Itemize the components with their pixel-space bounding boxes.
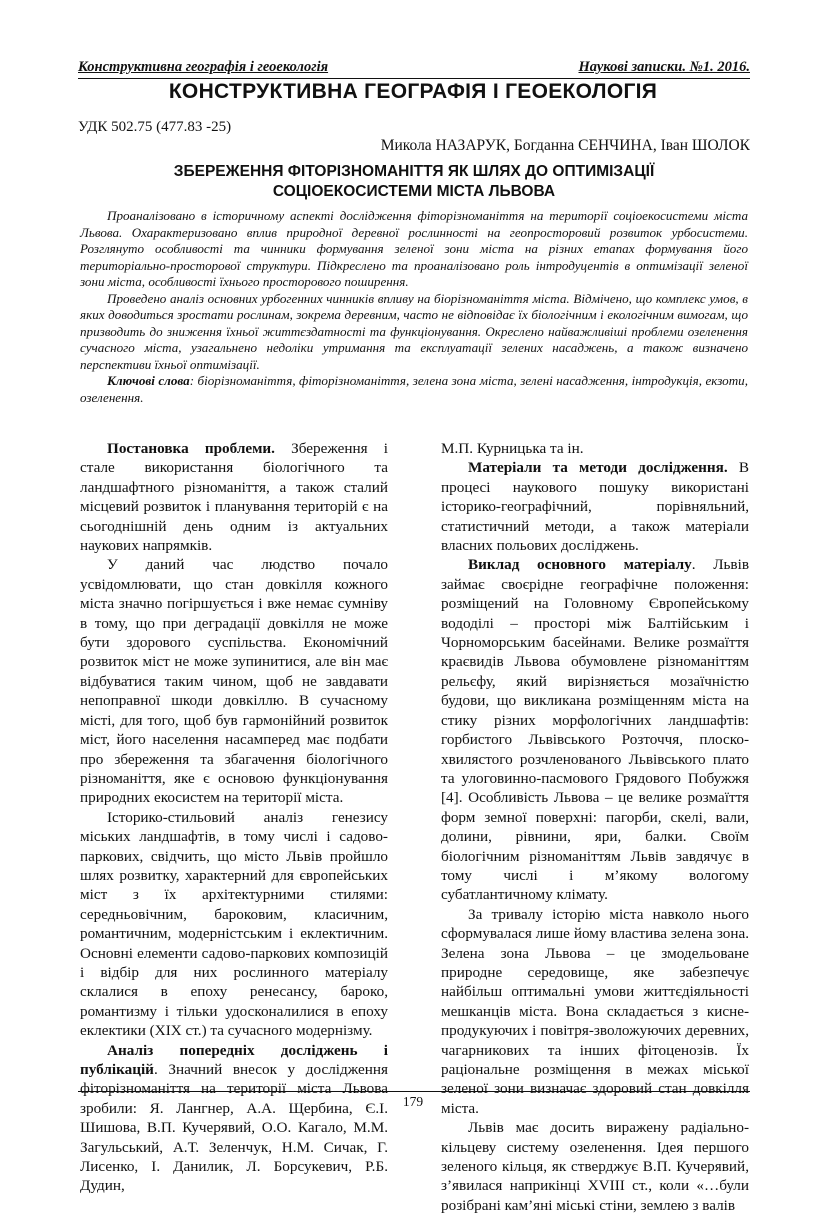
page-number: 179: [402, 1094, 424, 1109]
udc-code: УДК 502.75 (477.83 -25): [78, 119, 232, 135]
keywords-label: Ключові слова: [107, 373, 190, 388]
paragraph-body: Львів має досить виражену радіально-кільцеву систему озеленення. Ідея першого зеленого кільця, як стверджує В.П. Кучерявий, з’явилася наприкінці XVIII ст., коли «…були розібрані кам’яні міські стіни, землею з валів: [441, 1119, 749, 1214]
footer-divider: [78, 1091, 750, 1092]
paragraph-text: . Значний внесок у дослідження фіторізноманіття на території міста Львова зробили: Я. Лангнер, А.А. Щербина, Є.І. Шишова, В.П. Кучерявий, О.О. Кагало, М.М. Загульський, А.Т. Зеленчук, Н.М. Сичак, Г. Лисенко, І. Данилик, Л. Борсукевич, Р.Б. Дудин,: [80, 1061, 388, 1195]
keywords-text: : біорізноманіття, фіторізноманіття, зелена зона міста, зелені насадження, інтродукція, екзоти, озеленення.: [80, 373, 748, 405]
paragraph-body: За тривалу історію міста навколо нього сформувалася лише йому властива зелена зона. Зелена зона Львова – це змодельоване природне середовище, яке забезпечує найбільш оптимальні умови життєдіяльності мешканців міста. Вона складається з кисне-продукуючих і повітря-зволожуючих деревних, чагарникових та інших фітоценозів. Їх раціональне розміщення в межах міської зеленої зони визначає здоровий стан довкілля міста.: [441, 905, 749, 1117]
paragraph-methods: [441, 458, 749, 555]
heading-literature-review: Аналіз попередніх досліджень і публікацій: [80, 1041, 388, 1078]
paragraph-text: В процесі наукового пошуку використані історико-географічний, порівняльний, статистичний методи, а також матеріали власних польових досліджень.: [441, 459, 749, 555]
paragraph-main-material: [441, 555, 749, 904]
paragraph-text: . Львів займає своєрідне географічне положення: розміщений на Головному Європейському вододілі – просторі між Балтійським і Чорноморським басейнами. Велике розмаїття краєвидів Львова обумовлене різноманіттям рельєфу, який вирізняється мозаїчністю будови, що викликана розміщенням міста на стику різних морфологічних ландшафтів: горбистого Львівського Розточчя, плоско-хвилястого розчленованого Львівського плато та улоговинно-пасмового Грядового Побужжя [4]. Особливість Львова – це велике розмаїття форм земної поверхні: пагорби, скелі, вали, долини, рівнини, яри, балки. Своїм біологічним різноманіттям Львів завдячує в тому числі і м’якому вологому субатлантичному клімату.: [441, 556, 749, 904]
paragraph-body: Історико-стильовий аналіз генезису міських ландшафтів, в тому числі і садово-паркових, свідчить, що місто Львів пройшло шлях розвитку, характерний для європейських міст з їх архітектурними стилями: середньовічним, бароковим, класичним, романтичним, модерністським і еклектичним. Основні елементи садово-паркових композицій і відбір для них рослинного матеріалу склалися в епоху ренесансу, бароко, романтизму і тільки удосконалилися в епоху еклектики (XIX ст.) та сучасного модернізму.: [80, 808, 388, 1040]
abstract: [80, 208, 748, 406]
paragraph-literature-review: [80, 1041, 388, 1196]
section-title: КОНСТРУКТИВНА ГЕОГРАФІЯ І ГЕОЕКОЛОГІЯ: [168, 80, 658, 103]
header-divider: [78, 78, 750, 79]
paragraph-text: Збереження і стале використання біологічного та ландшафтного різноманіття, а також сталий місцевий розвиток і планування територій є на сьогоднішній день одним із актуальних наукових напрямків.: [80, 440, 388, 555]
paragraph-problem-statement: [80, 439, 388, 555]
keywords: [80, 373, 748, 406]
paragraph-continuation: М.П. Курницька та ін.: [441, 440, 584, 457]
paper-title-line-2: СОЦІОЕКОСИСТЕМИ МІСТА ЛЬВОВА: [272, 183, 556, 200]
authors: Микола НАЗАРУК, Богданна СЕНЧИНА, Іван ШОЛОК: [380, 137, 750, 154]
paragraph-body: У даний час людство почало усвідомлювати, що стан довкілля кожного міста значно погіршується і вже немає сумніву в тому, що при деградації довкілля не може бути здорового суспільства. Економічний розвиток міст не може зупинитися, але він має відбуватися таким чином, щоб не завдавати непоправної шкоди довкіллю. В сучасному місті, для того, щоб був гармонійний розвиток міст, його населення насамперед має подбати про збереження та збагачення біологічного різноманіття, яке є основою функціонування природних екосистем на території міста.: [80, 556, 388, 807]
heading-main-material: Виклад основного матеріалу: [468, 556, 692, 574]
running-header-issue: Наукові записки. №1. 2016.: [578, 59, 750, 75]
paper-title: [78, 162, 750, 202]
abstract-paragraph-1: Проаналізовано в історичному аспекті дослідження фіторізноманіття на території соціоекосистеми міста Львова. Охарактеризовано вплив природної деревної рослинності на геопросторовий розвиток урбосистеми. Розглянуто особливості та чинники формування зеленої зони міста на різних етапах формування його територіально-просторової структури. Підкреслено та проаналізовано роль інтродуцентів в оптимізації зеленої зони міста, особливості їхнього просторового поширення.: [80, 208, 748, 289]
heading-problem-statement: Постановка проблеми.: [107, 440, 275, 457]
heading-methods: Матеріали та методи дослідження.: [468, 459, 728, 477]
running-header: [78, 59, 750, 79]
body-column-left: [80, 439, 388, 1196]
running-header-journal-section: Конструктивна географія і геоекологія: [78, 59, 329, 75]
paper-title-line-1: ЗБЕРЕЖЕННЯ ФІТОРІЗНОМАНІТТЯ ЯК ШЛЯХ ДО ОПТИМІЗАЦІЇ: [173, 163, 655, 180]
abstract-paragraph-2: Проведено аналіз основних урбогенних чинників впливу на біорізноманіття міста. Відмічено, що комплекс умов, в яких доводиться зростати рослинам, зокрема деревним, часто не відповідає їх біологічним і екологічним вимогам, що призводить до зниження їхньої життєздатності та функціонування. Окреслено найважливіші проблеми озеленення сучасного міста, узагальнено недоліки утримання та експлуатації зелених насаджень, а також визначено перспективи їхньої оптимізації.: [80, 290, 748, 372]
